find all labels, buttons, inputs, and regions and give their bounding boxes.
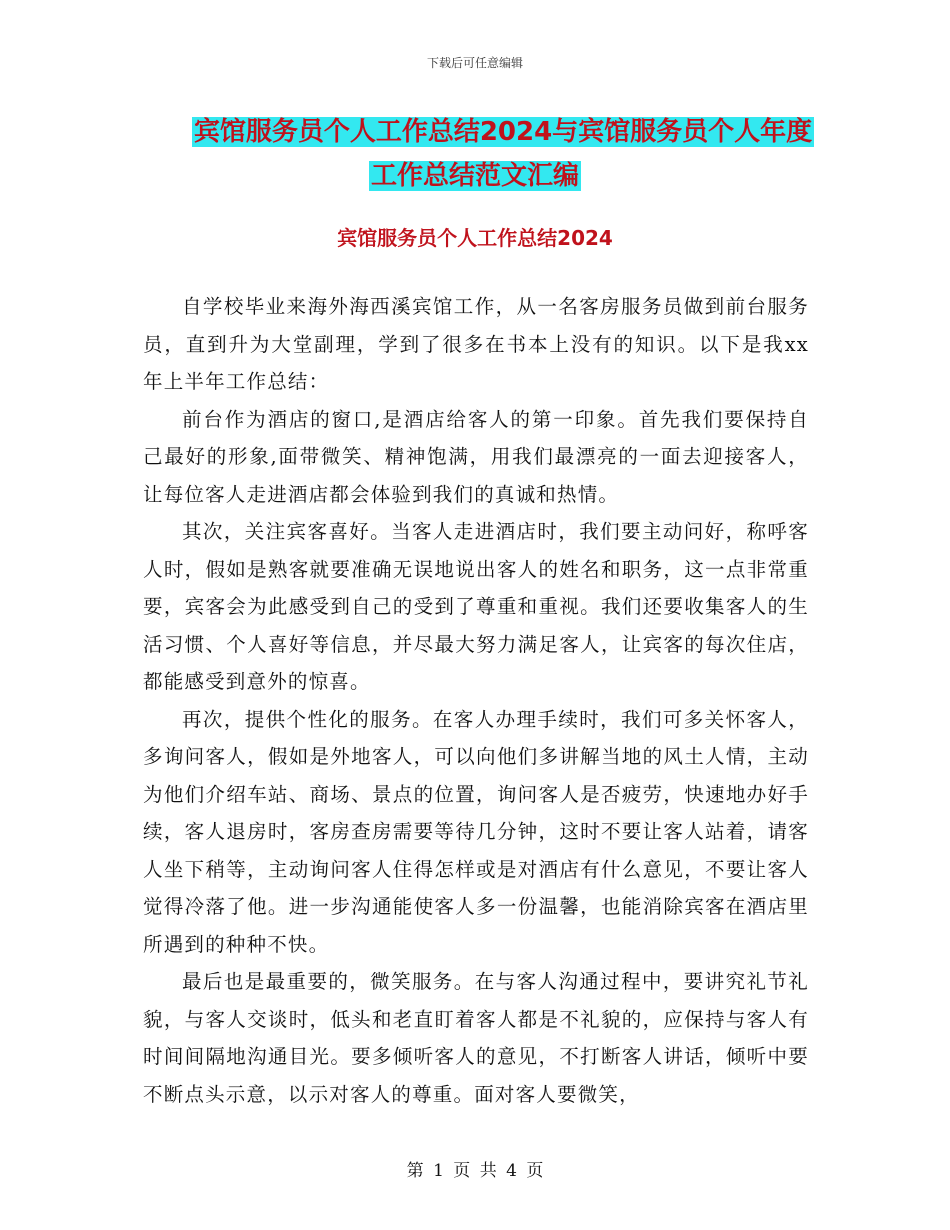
paragraph-2: 前台作为酒店的窗口,是酒店给客人的第一印象。首先我们要保持自己最好的形象,面带微笑、精神饱满，用我们最漂亮的一面去迎接客人，让每位客人走进酒店都会体验到我们的真诚和热情。 <box>143 407 809 506</box>
section-title: 宾馆服务员个人工作总结2024 <box>337 226 613 250</box>
paragraph-4: 再次，提供个性化的服务。在客人办理手续时，我们可多关怀客人，多询问客人，假如是外地客人，可以向他们多讲解当地的风土人情，主动为他们介绍车站、商场、景点的位置，询问客人是否疲劳，快速地办好手续，客人退房时，客房查房需要等待几分钟，这时不要让客人站着，请客人坐下稍等，主动询问客人住得怎样或是对酒店有什么意见，不要让客人觉得冷落了他。进一步沟通能使客人多一份温馨，也能消除宾客在酒店里所遇到的种种不快。 <box>143 707 809 956</box>
document-body <box>143 288 809 1113</box>
paragraph-1: 自学校毕业来海外海西溪宾馆工作，从一名客房服务员做到前台服务员，直到升为大堂副理，学到了很多在书本上没有的知识。以下是我xx年上半年工作总结： <box>143 295 809 393</box>
page-footer: 第 1 页 共 4 页 <box>406 1161 544 1181</box>
header-note: 下载后可任意编辑 <box>426 56 523 70</box>
main-title-line-1 <box>28 110 950 154</box>
paragraph-5: 最后也是最重要的，微笑服务。在与客人沟通过程中，要讲究礼节礼貌，与客人交谈时，低头和老直盯着客人都是不礼貌的，应保持与客人有时间间隔地沟通目光。要多倾听客人的意见，不打断客人讲话，倾听中要不断点头示意，以示对客人的尊重。面对客人要微笑， <box>143 970 809 1106</box>
main-title-line-1-text: 宾馆服务员个人工作总结2024与宾馆服务员个人年度 <box>193 117 813 147</box>
paragraph-3: 其次，关注宾客喜好。当客人走进酒店时，我们要主动问好，称呼客人时，假如是熟客就要准确无误地说出客人的姓名和职务，这一点非常重要，宾客会为此感受到自己的受到了尊重和重视。我们还要收集客人的生活习惯、个人喜好等信息，并尽最大努力满足客人，让宾客的每次住店，都能感受到意外的惊喜。 <box>143 520 809 693</box>
main-title-line-2 <box>0 154 950 198</box>
main-title-line-2-text: 工作总结范文汇编 <box>370 161 579 191</box>
